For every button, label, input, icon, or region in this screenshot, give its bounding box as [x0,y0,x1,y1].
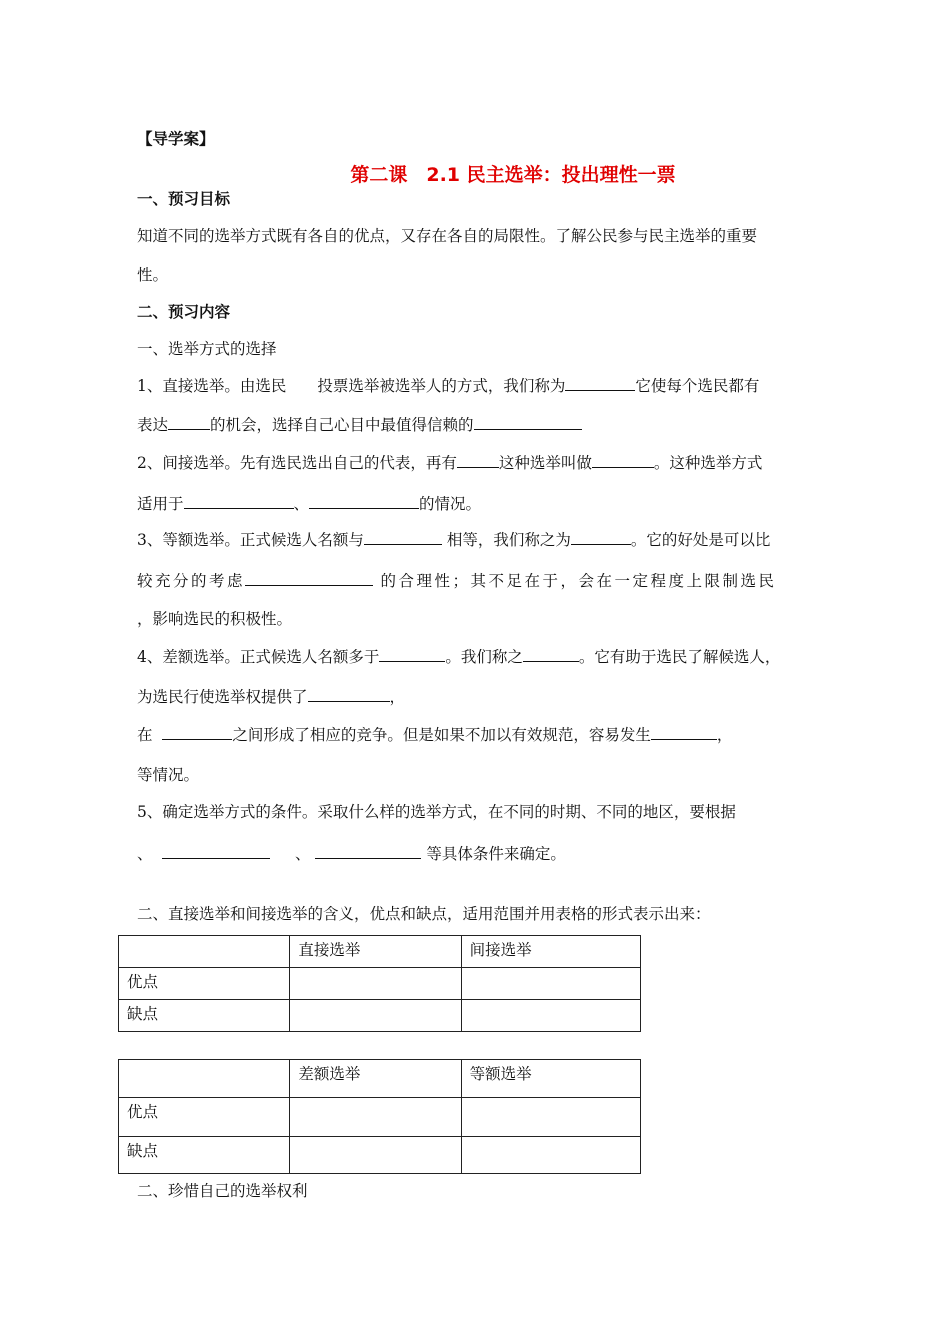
para2-text-a: 2、间接选举。先有选民选出自己的代表，再有 [137,454,457,472]
para4-line1 [137,645,780,668]
subheading-election-methods: 一、选举方式的选择 [137,340,277,358]
comparison-table-direct-indirect [118,935,641,1032]
fill-blank[interactable] [309,492,419,509]
fill-blank[interactable] [162,842,270,859]
para5-line1 [137,801,736,823]
para4-text-i: 等情况。 [137,766,200,784]
subheading-cherish-rights: 二、珍惜自己的选举权利 [137,1182,308,1200]
table-cell[interactable] [461,968,640,1000]
para4-text-g: 之间形成了相应的竞争。但是如果不加以有效规范，容易发生 [232,726,651,744]
fill-blank[interactable] [308,685,390,702]
para2-text-e: 、 [293,495,310,513]
para4-text-f: 在 [137,726,153,744]
table-cell[interactable] [461,1137,640,1174]
para2-text-b: 这种选举叫做 [498,454,592,472]
subheading-table-instruction: 二、直接选举和间接选举的含义，优点和缺点，适用范围并用表格的形式表示出来： [137,905,711,923]
table-cell[interactable] [461,1098,640,1137]
para4-text-c: 。它有助于选民了解候选人， [578,648,781,666]
para5-text-c: 、 [295,845,311,863]
row-label: 优点 [119,1098,290,1137]
fill-blank[interactable] [315,842,421,859]
table-cell[interactable] [290,1098,461,1137]
para1-text-c: 表达 [137,416,169,434]
table-cell[interactable] [290,968,461,1000]
para5-line2 [137,842,566,865]
para2-text-c: 。这种选举方式 [653,454,763,472]
para3-line1 [137,528,770,551]
table-cell [119,1060,290,1098]
fill-blank[interactable] [474,413,582,430]
section-heading-goals: 一、预习目标 [137,190,231,208]
para5-text-b: 、 [137,845,153,863]
fill-blank[interactable] [364,528,442,545]
table-row [119,1000,641,1032]
table-cell[interactable] [461,1000,640,1032]
table-header-cell: 直接选举 [290,936,461,968]
para3-text-e: 的合理性；其不足在于，会在一定程度上限制选民 [380,572,777,590]
para1-text-d: 的机会，选择自己心目中最值得信赖的 [210,416,474,434]
para5-text-d: 等具体条件来确定。 [426,845,566,863]
table-row [119,1137,641,1174]
para3-text-b: 相等，我们称之为 [446,531,571,549]
para4-text-d: 为选民行使选举权提供了 [137,688,308,706]
para1-line2 [137,413,582,436]
fill-blank[interactable] [523,645,579,662]
row-label: 优点 [119,968,290,1000]
para2-text-d: 适用于 [137,495,184,513]
table-cell [119,936,290,968]
fill-blank[interactable] [592,451,654,468]
table-cell[interactable] [290,1137,461,1174]
para3-line2 [137,569,776,592]
para1-text-a: 1、直接选举。由选民 投票选举被选举人的方式，我们称为 [137,377,566,395]
para4-text-e: ， [389,688,406,706]
para4-line4 [137,764,199,786]
comparison-table-competitive-equal [118,1059,641,1174]
para1-text-b: 它使每个选民都有 [635,377,760,395]
fill-blank[interactable] [168,413,210,430]
fill-blank[interactable] [571,528,631,545]
para4-text-a: 4、差额选举。正式候选人名额多于 [137,648,380,666]
table-header-row [119,936,641,968]
table-header-cell: 差额选举 [290,1060,461,1098]
goals-text-2: 性。 [137,266,169,284]
para4-text-b: 。我们称之 [445,648,523,666]
para1-line1 [137,374,759,397]
para3-text-a: 3、等额选举。正式候选人名额与 [137,531,364,549]
fill-blank[interactable] [162,723,232,740]
para2-line2 [137,492,481,515]
table-row [119,968,641,1000]
fill-blank[interactable] [651,723,717,740]
table-header-row [119,1060,641,1098]
header-tag: 【导学案】 [137,130,215,148]
fill-blank[interactable] [379,645,445,662]
para5-text-a: 5、确定选举方式的条件。采取什么样的选举方式，在不同的时期、不同的地区，要根据 [137,803,736,821]
table-row [119,1098,641,1137]
para4-line3 [137,723,732,746]
goals-text-1: 知道不同的选举方式既有各自的优点，又存在各自的局限性。了解公民参与民主选举的重要 [137,227,758,245]
fill-blank[interactable] [565,374,635,391]
table-header-cell: 间接选举 [461,936,640,968]
para2-line1 [137,451,762,474]
row-label: 缺点 [119,1000,290,1032]
para3-text-f: ，影响选民的积极性。 [137,610,293,628]
section-heading-content: 二、预习内容 [137,303,231,321]
para3-line3 [137,608,292,630]
para4-line2 [137,685,405,708]
fill-blank[interactable] [457,451,499,468]
para2-text-f: 的情况。 [419,495,482,513]
page-title: 第二课 2.1 民主选举：投出理性一票 [350,164,676,186]
para4-text-h: ， [716,726,733,744]
row-label: 缺点 [119,1137,290,1174]
para3-text-d: 较充分的考虑 [137,572,246,590]
table-cell[interactable] [290,1000,461,1032]
fill-blank[interactable] [184,492,294,509]
fill-blank[interactable] [245,569,373,586]
para3-text-c: 。它的好处是可以比 [630,531,771,549]
table-header-cell: 等额选举 [461,1060,640,1098]
